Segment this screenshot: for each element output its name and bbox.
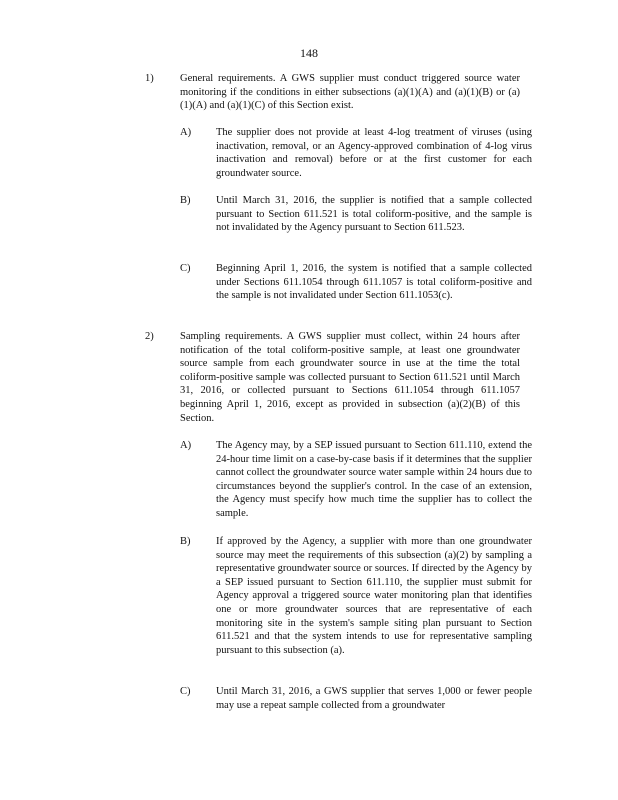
- section-2-item-b-label: B): [180, 536, 191, 547]
- section-2-item-c-label: C): [180, 686, 191, 697]
- section-1-text: General requirements. A GWS supplier must conduct triggered source water monitoring if the conditions in either subsections (a)(1)(A) and (a)(1)(B) or (a)(1)(A) and (a)(1)(C) of this Section exist.: [180, 73, 520, 112]
- page-number: 148: [300, 46, 318, 60]
- section-1-number: 1): [145, 73, 154, 84]
- section-1-item-a-label: A): [180, 127, 192, 138]
- section-2-item-a-text: The Agency may, by a SEP issued pursuant to Section 611.110, extend the 24-hour time limit on a case-by-case basis if it determines that the supplier cannot collect the groundwater source water sample within 24 hours due to circumstances beyond the supplier's control. In the case of an extension, the Agency must specify how much time the supplier has to collect the sample.: [216, 440, 532, 519]
- section-1-item-a-text: The supplier does not provide at least 4-log treatment of viruses (using inactivation, removal, or an Agency-approved combination of 4-log virus inactivation and removal) before or at the first customer for each groundwater source.: [216, 127, 532, 179]
- section-1-item-c-label: C): [180, 263, 191, 274]
- section-2-item-a-label: A): [180, 440, 192, 451]
- section-1-item-b-label: B): [180, 195, 191, 206]
- section-2-item-c-text: Until March 31, 2016, a GWS supplier that serves 1,000 or fewer people may use a repeat sample collected from a groundwater: [216, 686, 532, 711]
- section-2-item-b-text: If approved by the Agency, a supplier with more than one groundwater source may meet the requirements of this subsection (a)(2) by sampling a representative groundwater source or sources. If directed by the Agency by a SEP issued pursuant to Section 611.110, the supplier must submit for Agency approval a triggered source water monitoring plan that identifies one or more groundwater sources that are representative of each monitoring site in the system's sample siting plan pursuant to Section 611.521 and that the system intends to use for representative sampling pursuant to this subsection (a).: [216, 536, 532, 656]
- section-2-number: 2): [145, 331, 154, 342]
- section-2-text: Sampling requirements. A GWS supplier must collect, within 24 hours after notification of the total coliform-positive sample, at least one groundwater source sample from each groundwater source in use at the time the total coliform-positive sample was collected pursuant to Section 611.521 until March 31, 2016, or collected pursuant to Sections 611.1054 through 611.1057 beginning April 1, 2016, except as provided in subsection (a)(2)(B) of this Section.: [180, 331, 520, 424]
- section-1-item-c-text: Beginning April 1, 2016, the system is notified that a sample collected under Sections 611.1054 through 611.1057 is total coliform-positive and the sample is not invalidated under Section 611.1053(c).: [216, 263, 532, 302]
- section-1-item-b-text: Until March 31, 2016, the supplier is notified that a sample collected pursuant to Section 611.521 is total coliform-positive, and the sample is not invalidated by the Agency pursuant to Section 611.523.: [216, 195, 532, 234]
